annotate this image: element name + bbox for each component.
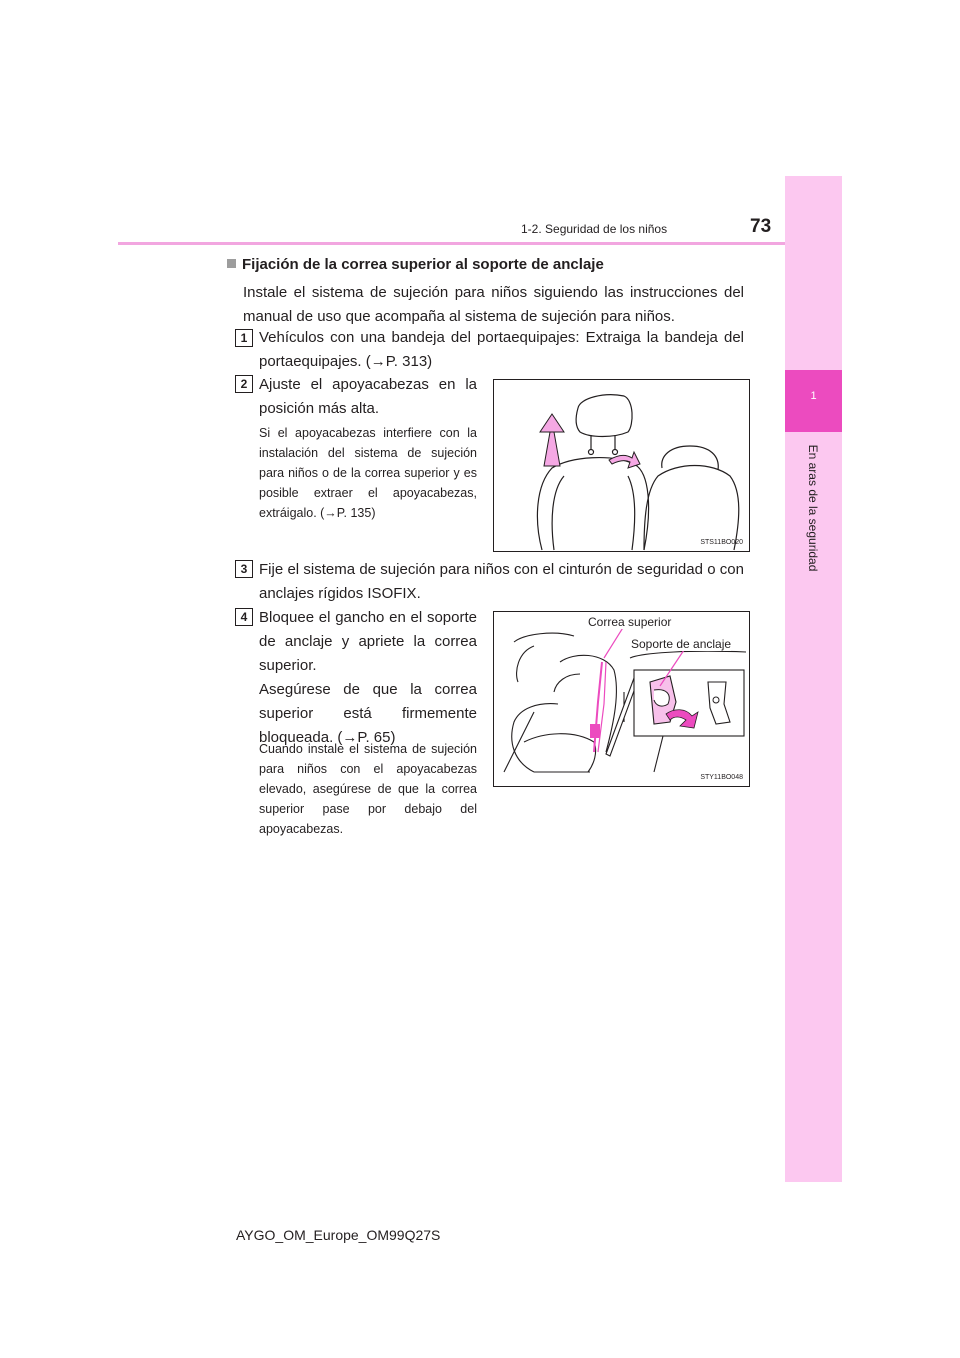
step-4-note: Cuando instale el sistema de sujeción para niños con el apoyacabezas elevado, asegúrese de que la correa superior pase por debajo del apoyacabezas.	[259, 742, 477, 836]
figure-2-code: STY11BO048	[700, 774, 743, 781]
step-4-text-line-2: Asegúrese de que la correa superior está firmemente bloqueada. (→P. 65)	[259, 681, 477, 746]
step-1-number: 1	[235, 329, 253, 347]
heading-bullet-icon	[227, 259, 236, 268]
step-4-text-line-1: Bloquee el gancho en el soporte de anclaje y apriete la correa superior.	[259, 609, 477, 674]
step-4-text	[259, 606, 477, 750]
intro-paragraph: Instale el sistema de sujeción para niños siguiendo las instrucciones del manual de uso que acompaña al sistema de sujeción para niños.	[243, 284, 744, 325]
step-3-text: Fije el sistema de sujeción para niños con el cinturón de seguridad o con anclajes rígidos ISOFIX.	[259, 561, 744, 602]
step-2-number: 2	[235, 375, 253, 393]
side-tab-chapter-number: 1	[810, 390, 817, 402]
section-heading: Fijación de la correa superior al soporte de anclaje	[227, 256, 604, 273]
step-3-number: 3	[235, 560, 253, 578]
callout-anchor-bracket: Soporte de anclaje	[631, 637, 732, 651]
figure-1-code: STS11BO020	[700, 539, 743, 546]
step-2-note: Si el apoyacabezas interfiere con la instalación del sistema de sujeción para niños o de la correa superior y es posible extraer el apoyacabezas, extráigalo. (→P. 135)	[259, 426, 477, 520]
header-section-title: 1-2. Seguridad de los niños	[521, 222, 668, 236]
callout-top-tether: Correa superior	[588, 615, 672, 629]
figure-tether-anchor	[493, 611, 750, 787]
step-1-text: Vehículos con una bandeja del portaequipajes: Extraiga la bandeja del portaequipajes. (→P. 313)	[259, 329, 744, 370]
footer-document-id: AYGO_OM_Europe_OM99Q27S	[236, 1227, 441, 1243]
figure-headrest	[493, 379, 750, 552]
step-4-number: 4	[235, 608, 253, 626]
step-2-text: Ajuste el apoyacabezas en la posición más alta.	[259, 376, 477, 417]
page-number: 73	[750, 216, 772, 237]
headrest-illustration	[494, 380, 749, 551]
side-tab-band	[785, 176, 842, 1182]
header-rule	[118, 242, 785, 245]
